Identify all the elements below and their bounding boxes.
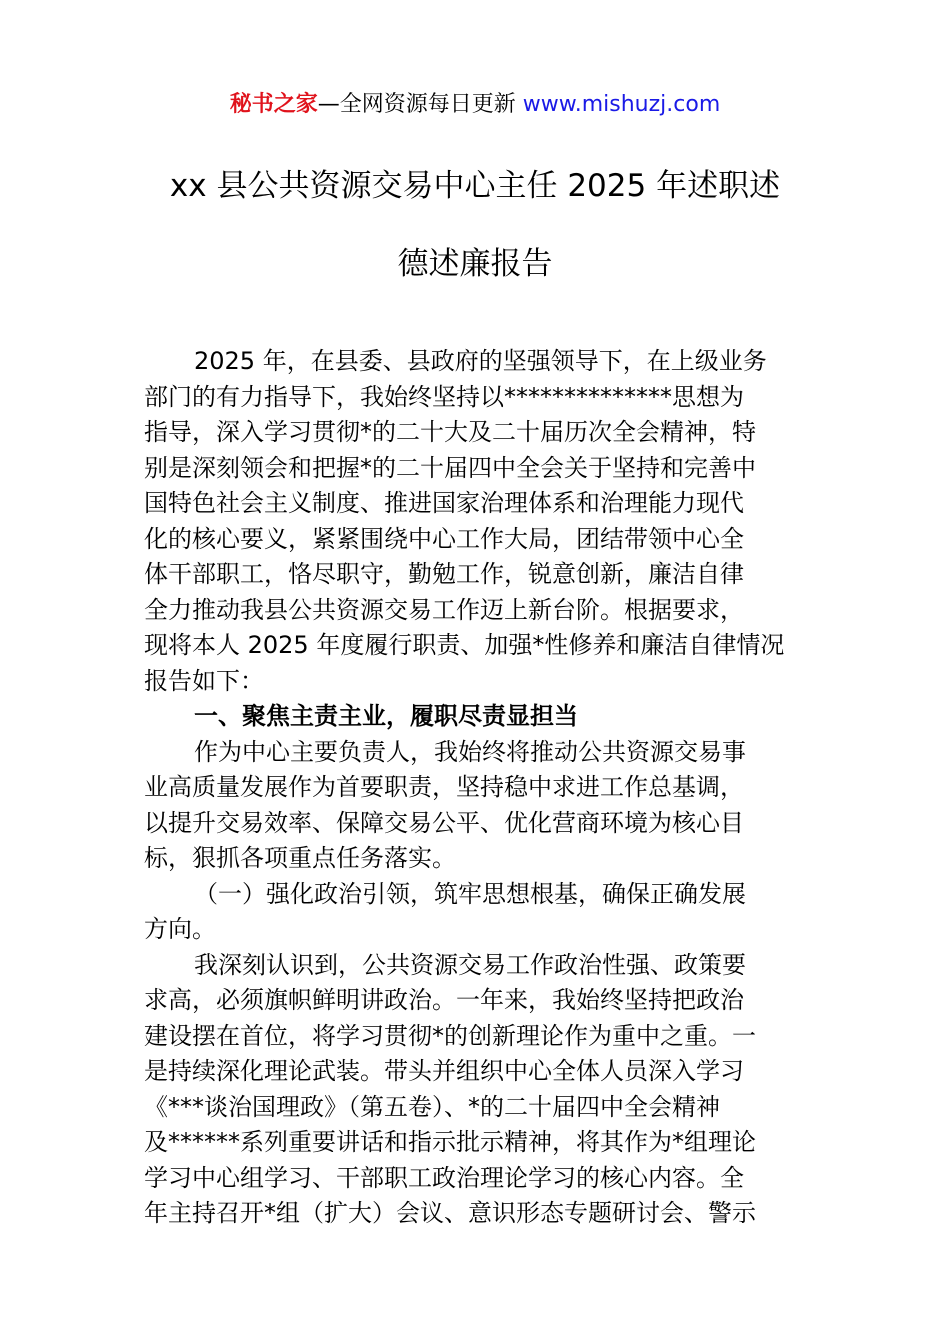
- body-line: 是持续深化理论武装。带头并组织中心全体人员深入学习: [144, 1057, 744, 1085]
- site-url-link[interactable]: www.mishuzj.com: [522, 92, 721, 117]
- body-line: 化的核心要义，紧紧围绕中心工作大局，团结带领中心全: [144, 524, 744, 553]
- site-brand: 秘书之家: [229, 92, 318, 117]
- subsection-heading: （一）强化政治引领，筑牢思想根基，确保正确发展: [194, 879, 746, 908]
- body-line: 我深刻认识到，公共资源交易工作政治性强、政策要: [194, 950, 746, 979]
- body-line: 国特色社会主义制度、推进国家治理体系和治理能力现代: [144, 489, 744, 517]
- document-body: [144, 344, 808, 1232]
- body-line: 以提升交易效率、保障交易公平、优化营商环境为核心目: [144, 808, 744, 837]
- subsection-heading-cont: 方向。: [144, 915, 216, 943]
- body-line: 年主持召开*组（扩大）会议、意识形态专题研讨会、警示: [144, 1199, 756, 1227]
- body-line: 2025 年，在县委、县政府的坚强领导下，在上级业务: [194, 347, 767, 375]
- body-line: 《***谈治国理政》（第五卷）、*的二十届四中全会精神: [144, 1092, 720, 1121]
- section-heading: 一、聚焦主责主业，履职尽责显担当: [194, 702, 578, 730]
- body-line: 建设摆在首位，将学习贯彻*的创新理论作为重中之重。一: [144, 1021, 756, 1050]
- body-line: 别是深刻领会和把握*的二十届四中全会关于坚持和完善中: [144, 453, 756, 482]
- body-line: 报告如下：: [144, 666, 264, 695]
- body-line: 业高质量发展作为首要职责，坚持稳中求进工作总基调，: [144, 773, 744, 801]
- body-line: 指导，深入学习贯彻*的二十大及二十届历次全会精神，特: [144, 418, 756, 446]
- body-line: 标，狠抓各项重点任务落实。: [144, 844, 456, 872]
- title-line-2: 德述廉报告: [397, 246, 553, 282]
- body-line: 学习中心组学习、干部职工政治理论学习的核心内容。全: [144, 1163, 744, 1192]
- document-title: [130, 160, 820, 290]
- body-line: 体干部职工，恪尽职守，勤勉工作，锐意创新，廉洁自律: [144, 560, 744, 588]
- body-line: 求高，必须旗帜鲜明讲政治。一年来，我始终坚持把政治: [144, 986, 744, 1014]
- site-tagline: —全网资源每日更新: [317, 92, 523, 117]
- title-line-1: xx 县公共资源交易中心主任 2025 年述职述: [169, 168, 781, 204]
- body-line: 现将本人 2025 年度履行职责、加强*性修养和廉洁自律情况: [144, 631, 785, 659]
- body-line: 作为中心主要负责人，我始终将推动公共资源交易事: [194, 737, 746, 766]
- body-line: 全力推动我县公共资源交易工作迈上新台阶。根据要求，: [144, 595, 744, 624]
- body-line: 部门的有力指导下，我始终坚持以**************思想为: [144, 382, 744, 411]
- site-header: [0, 90, 950, 120]
- body-line: 及******系列重要讲话和指示批示精神，将其作为*组理论: [144, 1128, 756, 1156]
